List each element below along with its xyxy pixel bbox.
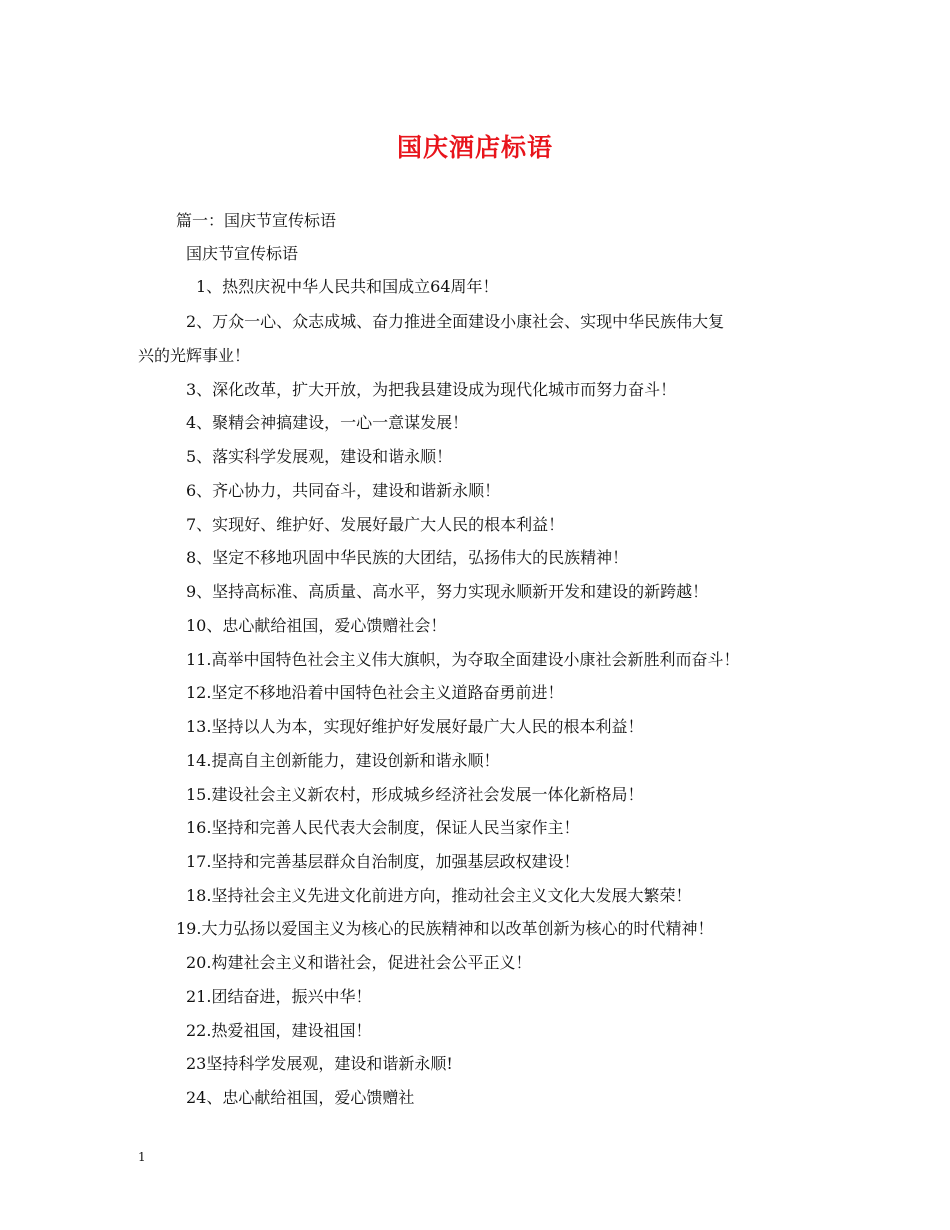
section-heading: 篇一：国庆节宣传标语 bbox=[176, 211, 337, 230]
slogan-line-18: 18.坚持社会主义先进文化前进方向，推动社会主义文化大发展大繁荣！ bbox=[186, 886, 692, 905]
slogan-line-2-continued: 兴的光辉事业！ bbox=[138, 346, 251, 365]
slogan-line-15: 15.建设社会主义新农村，形成城乡经济社会发展一体化新格局！ bbox=[186, 785, 644, 804]
slogan-line-7: 7、实现好、维护好、发展好最广大人民的根本利益！ bbox=[186, 515, 565, 534]
slogan-line-3: 3、深化改革，扩大开放，为把我县建设成为现代化城市而努力奋斗！ bbox=[186, 380, 677, 399]
slogan-line-22: 22.热爱祖国，建设祖国！ bbox=[186, 1021, 372, 1040]
document-title: 国庆酒店标语 bbox=[396, 133, 553, 162]
section-subtitle: 国庆节宣传标语 bbox=[186, 244, 299, 263]
slogan-line-19: 19.大力弘扬以爱国主义为核心的民族精神和以改革创新为核心的时代精神！ bbox=[176, 919, 714, 938]
slogan-line-9: 9、坚持高标准、高质量、高水平，努力实现永顺新开发和建设的新跨越！ bbox=[186, 582, 709, 601]
slogan-line-13: 13.坚持以人为本，实现好维护好发展好最广大人民的根本利益！ bbox=[186, 717, 644, 736]
slogan-line-20: 20.构建社会主义和谐社会，促进社会公平正义！ bbox=[186, 953, 532, 972]
slogan-line-14: 14.提高自主创新能力，建设创新和谐永顺！ bbox=[186, 751, 500, 770]
slogan-line-17: 17.坚持和完善基层群众自治制度，加强基层政权建设！ bbox=[186, 852, 580, 871]
slogan-line-2: 2、万众一心、众志成城、奋力推进全面建设小康社会、实现中华民族伟大复 bbox=[186, 312, 725, 331]
slogan-line-8: 8、坚定不移地巩固中华民族的大团结，弘扬伟大的民族精神！ bbox=[186, 548, 629, 567]
slogan-line-4: 4、聚精会神搞建设，一心一意谋发展！ bbox=[186, 413, 469, 432]
slogan-line-5: 5、落实科学发展观，建设和谐永顺！ bbox=[186, 447, 453, 466]
page-number: 1 bbox=[138, 1150, 146, 1164]
slogan-line-11: 11.高举中国特色社会主义伟大旗帜，为夺取全面建设小康社会新胜利而奋斗！ bbox=[186, 650, 740, 669]
slogan-line-16: 16.坚持和完善人民代表大会制度，保证人民当家作主！ bbox=[186, 818, 580, 837]
slogan-line-12: 12.坚定不移地沿着中国特色社会主义道路奋勇前进！ bbox=[186, 683, 564, 702]
slogan-line-10: 10、忠心献给祖国，爱心馈赠社会！ bbox=[186, 616, 447, 635]
slogan-line-23: 23坚持科学发展观，建设和谐新永顺! bbox=[186, 1054, 453, 1073]
slogan-line-24: 24、忠心献给祖国，爱心馈赠社 bbox=[186, 1088, 415, 1107]
slogan-line-6: 6、齐心协力，共同奋斗，建设和谐新永顺！ bbox=[186, 481, 501, 500]
slogan-line-21: 21.团结奋进，振兴中华！ bbox=[186, 987, 372, 1006]
slogan-line-1: 1、热烈庆祝中华人民共和国成立64周年！ bbox=[196, 277, 499, 296]
